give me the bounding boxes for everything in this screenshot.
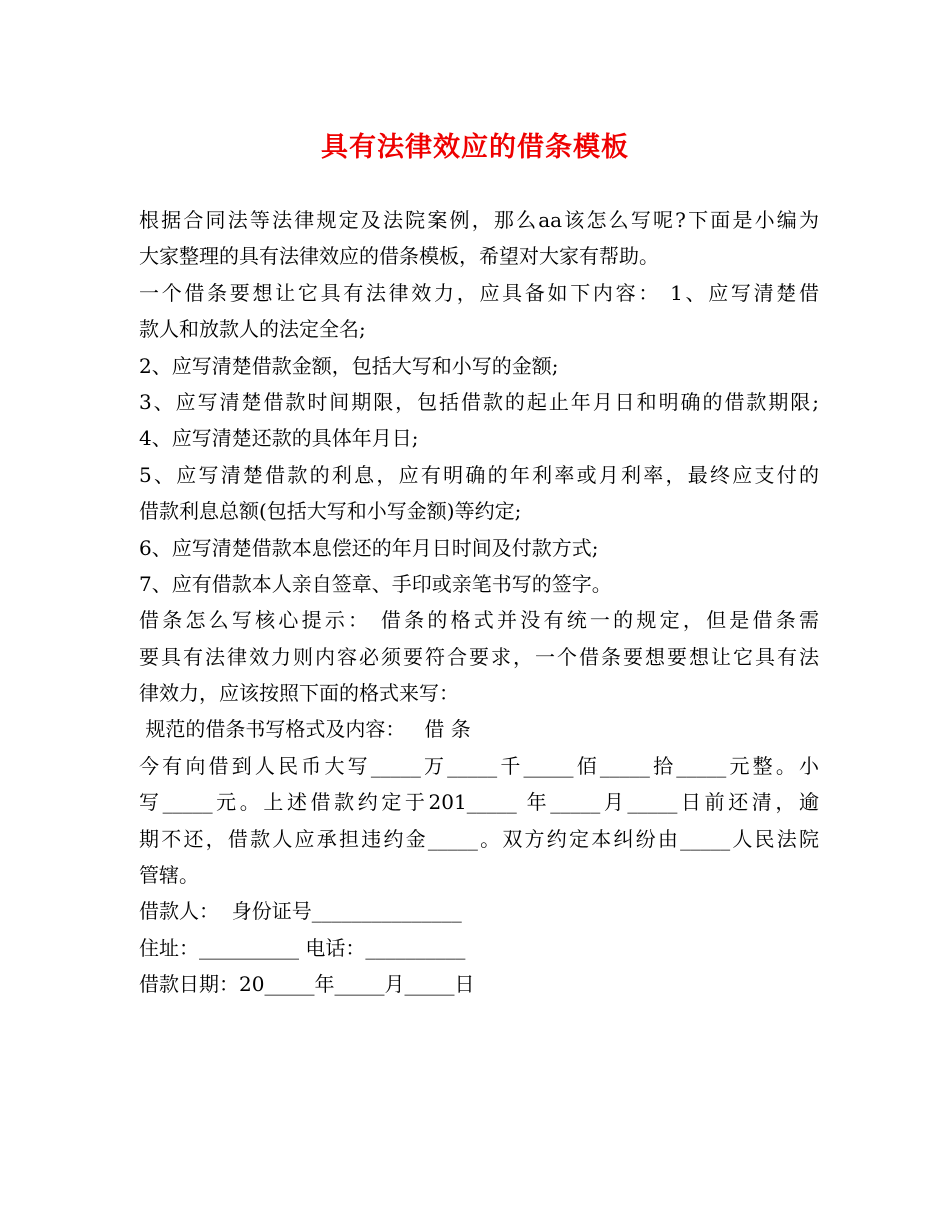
document-body: [139, 202, 819, 1003]
paragraph-line: 规范的借条书写格式及内容： 借 条: [139, 717, 471, 742]
paragraph-line: 一个借条要想让它具有法律效力，应具备如下内容： 1、应写清楚借: [139, 280, 819, 305]
paragraph-line: 款人和放款人的法定全名;: [139, 317, 366, 342]
list-item-5-cont: 借款利息总额(包括大写和小写金额)等约定;: [139, 499, 522, 524]
borrower-line: 借款人： 身份证号_______________: [139, 899, 462, 924]
document-title: 具有法律效应的借条模板: [321, 132, 629, 163]
list-item-2: 2、应写清楚借款金额，包括大写和小写的金额;: [139, 353, 559, 378]
list-item-7: 7、应有借款本人亲自签章、手印或亲笔书写的签字。: [139, 571, 612, 596]
list-item-6: 6、应写清楚借款本息偿还的年月日时间及付款方式;: [139, 535, 599, 560]
iou-template-line: 管辖。: [139, 863, 199, 888]
paragraph-line: 根据合同法等法律规定及法院案例，那么aa该怎么写呢?下面是小编为: [139, 208, 819, 232]
paragraph-line: 律效力，应该按照下面的格式来写：: [139, 681, 459, 706]
list-item-4: 4、应写清楚还款的具体年月日;: [139, 426, 419, 451]
list-item-5: 5、应写清楚借款的利息，应有明确的年利率或月利率，最终应支付的: [139, 462, 819, 487]
loan-date-line: 借款日期：20_____年_____月_____日: [139, 972, 475, 997]
iou-template-line: 今有向借到人民币大写_____万_____千_____佰_____拾_____元整。小: [139, 753, 819, 778]
iou-template-line: 期不还，借款人应承担违约金_____。双方约定本纠纷由_____人民法院: [139, 826, 819, 851]
paragraph-line: 要具有法律效力则内容必须要符合要求，一个借条要想要想让它具有法: [139, 644, 819, 669]
paragraph-line: 大家整理的具有法律效应的借条模板，希望对大家有帮助。: [139, 244, 659, 269]
address-phone-line: 住址：__________ 电话：__________: [139, 935, 466, 960]
iou-template-line: 写_____元。上述借款约定于201_____ 年_____月_____日前还清，逾: [139, 790, 819, 815]
paragraph-line: 借条怎么写核心提示： 借条的格式并没有统一的规定，但是借条需: [139, 608, 819, 633]
list-item-3: 3、应写清楚借款时间期限，包括借款的起止年月日和明确的借款期限;: [139, 389, 819, 414]
